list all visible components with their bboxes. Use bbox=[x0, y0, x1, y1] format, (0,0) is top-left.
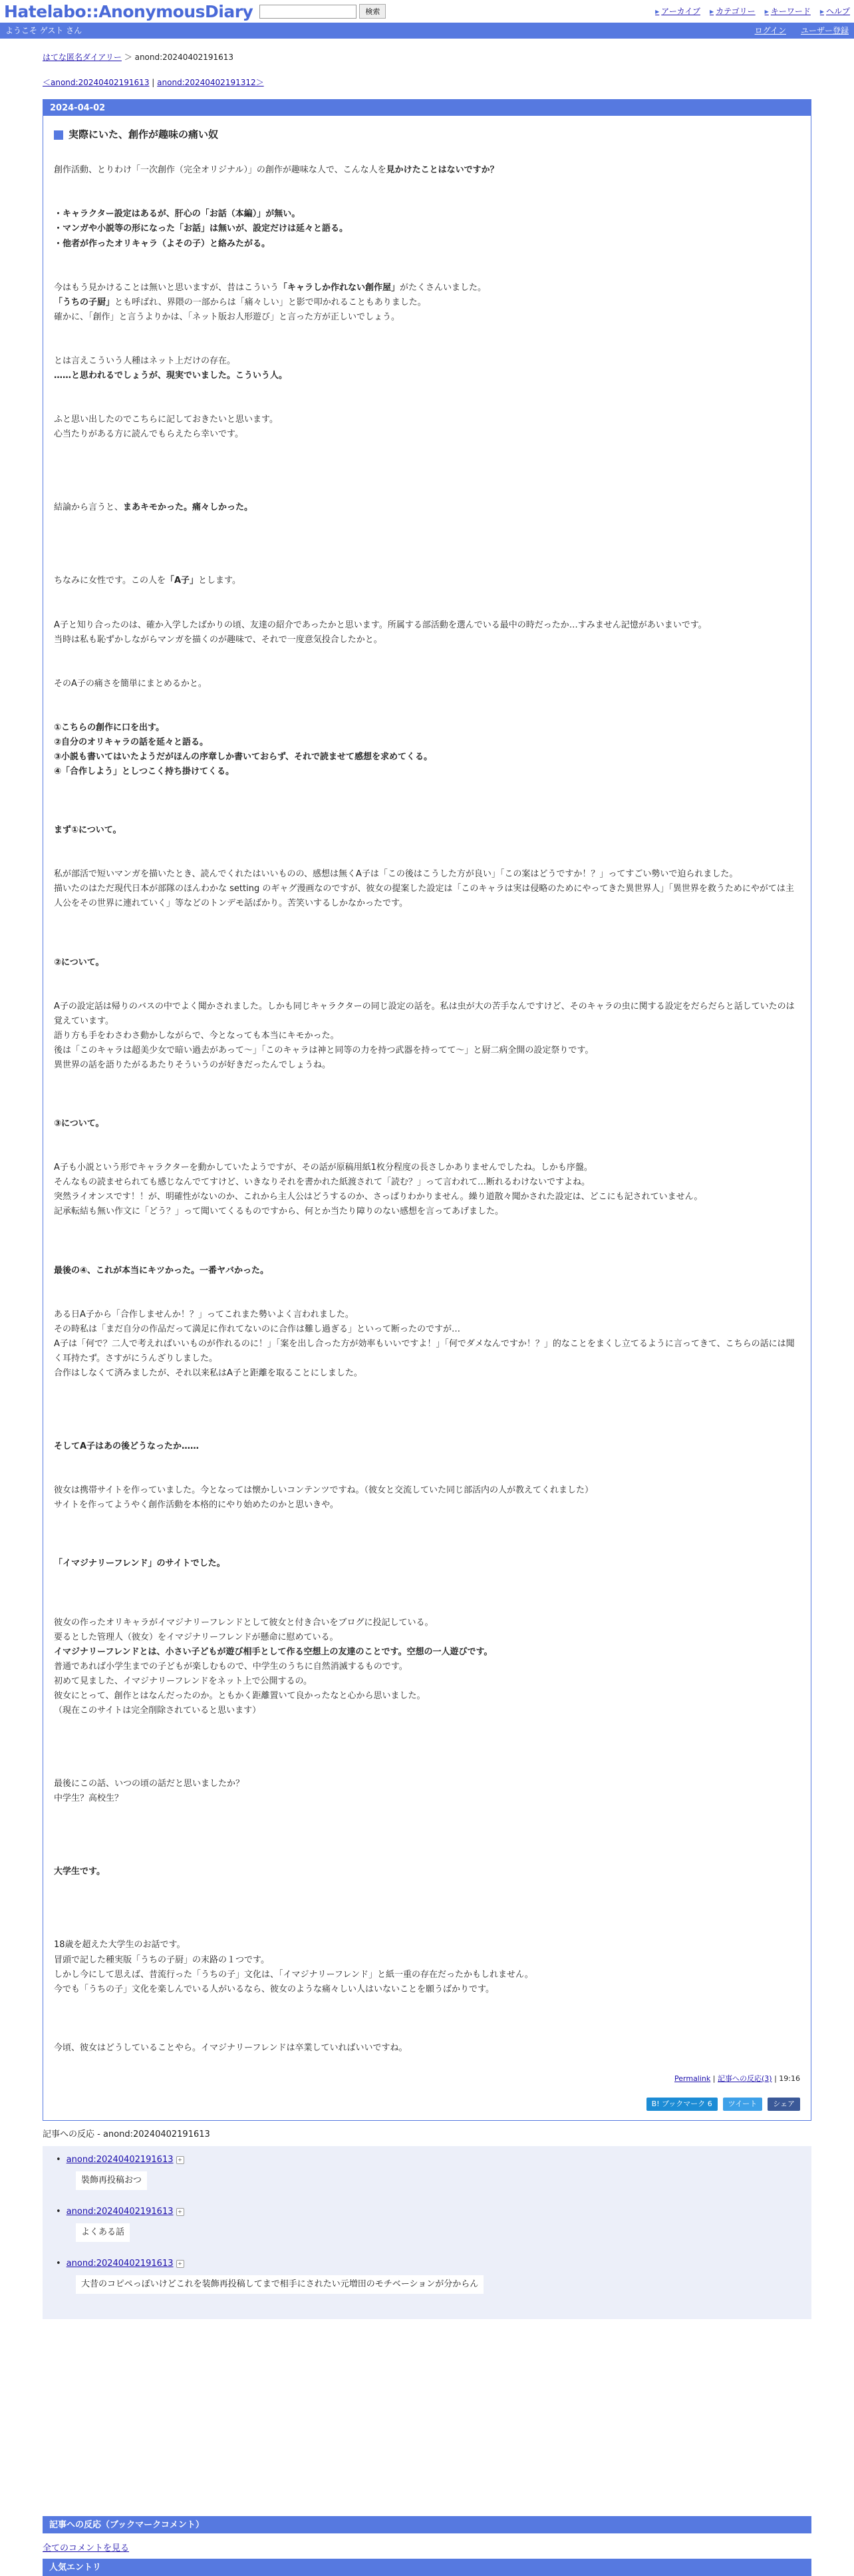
entry-paragraph: 彼女は携帯サイトを作っていました。今となっては懐かしいコンテンツですね。（彼女と交流していた同じ部活内の人が教えてくれました） サイトを作ってようやく創作活動を本格的にやり始めたのかと思いきや。 bbox=[54, 1485, 593, 1511]
reaction-text: 大昔のコピペっぽいけどこれを装飾再投稿してまで相手にされたい元増田のモチベーションが分からん bbox=[76, 2275, 484, 2294]
entry-paragraph: 18歳を超えた大学生のお話です。 冒頭で記した種実版「うちの子厨」の末路の１つです。 しかし今にして思えば、昔流行った「うちの子」文化は、「イマジナリーフレンド」と紙一重の存在だったかもしれません。 bbox=[54, 1940, 533, 1980]
entry-paragraph: A子も小説という形でキャラクターを動かしていたようですが、その話が原稿用紙1枚分程度の長さしかありませんでしたね。しかも序盤。 そんなもの読ませられても感じなんでてすけど、いきなりそれを書かれた紙渡されて「読む？」って言われて…断れるわけないですよね。 突然ライオンスです！！が、明確性がないのか、これから主人公はどうするのか、さっぱりわかりません。繰り道散々聞かされた設定は、どこにも記されていません。 記承転結も無い作文に「どう？」って聞いてくるものですから、何とか当たり障りのない感想を言ってあげました。 bbox=[54, 1163, 703, 1217]
entry-paragraph: 私が部活で短いマンガを描いたとき、読んでくれたはいいものの、感想は無くA子は「この後はこうした方が良い」「この案はどうですか！？」ってすごい勢いで迫られました。 描いたのはただ現代日本が部隊のほんわかな setting のギャグ漫画なのですが、彼女の提案した設定は「このキャラは実は侵略のためにやってきた異世界人」「異世界を救うためにやがては主人公をその世界に連れていく」等などのトンデモ話ばかり。苦笑いするしかなかったです。 bbox=[54, 869, 794, 909]
entry-box bbox=[43, 99, 811, 2121]
reaction-link[interactable]: • anond:20240402191613 bbox=[66, 2154, 174, 2165]
expand-icon[interactable]: + bbox=[176, 2208, 184, 2216]
entry-paragraph: ・キャラクター設定はあるが、肝心の「お話（本編）」が無い。 ・マンガや小説等の形になった「お話」は無いが、設定だけは延々と語る。 ・他者が作ったオリキャラ（よその子）と絡みたがる。 bbox=[54, 209, 349, 249]
facebook-share-button[interactable]: シェア bbox=[768, 2098, 800, 2111]
entry-paragraph: ③について。 bbox=[54, 1119, 104, 1129]
reactions-list bbox=[43, 2146, 811, 2320]
user-bar bbox=[0, 23, 854, 39]
entry-nav bbox=[43, 76, 811, 89]
title-square-icon bbox=[54, 130, 63, 140]
share-row bbox=[54, 2098, 800, 2111]
entry-time: 19:16 bbox=[779, 2074, 800, 2083]
expand-icon[interactable]: + bbox=[176, 2260, 184, 2268]
entry-paragraph: とは言えこういう人種はネット上だけの存在。 ……と思われるでしょうが、現実でいました。こういう人。 bbox=[54, 355, 287, 381]
popular-entries-header: 人気エントリ bbox=[43, 2559, 811, 2576]
breadcrumb-sep: ＞ bbox=[124, 53, 132, 62]
entry-paragraph: ②について。 bbox=[54, 957, 104, 968]
breadcrumb-home[interactable]: はてな匿名ダイアリー bbox=[43, 53, 122, 62]
entry-paragraph: ある日A子から「合作しませんか！？」ってこれまた勢いよく言われました。 その時私は「まだ自分の作品だって満足に作れてないのに合作は難し過ぎる」といって断ったのですが… A子は「何で？二人で考えればいいものが作れるのに！」「案を出し合った方が効率もいいですよ！」「何でダメなんですか！？」的なことをまくし立てるように言ってきて、こちらの話には聞く耳持たず。さすがにうんざりしました。 合作はしなくて済みましたが、それ以来私はA子と距離を取ることにしました。 bbox=[54, 1309, 795, 1379]
all-comments-link[interactable]: 全てのコメントを見る bbox=[43, 2543, 130, 2554]
reaction-text: よくある話 bbox=[76, 2223, 130, 2242]
welcome-text: ようこそ ゲスト さん bbox=[5, 25, 82, 35]
entry-paragraph: 最後にこの話、いつの頃の話だと思いましたか？ 中学生？高校生？ bbox=[54, 1779, 245, 1804]
entry-paragraph: A子の設定話は帰りのバスの中でよく聞かされました。しかも同じキャラクターの同じ設定の話を。私は虫が大の苦手なんですけど、そのキャラの虫に関する設定をだらだらと話していたのは覚えています。 語り方も手をわさわさ動かしながらで、今となっても本当にキモかった。 後は「このキャラは超美少女で暗い過去があって～」「このキャラは神と同等の力を持つ武器を持ってて～」と厨二病全開の設定祭りです。 異世界の話を語りたがるあたりそういうのが好きだったんでしょうね。 bbox=[54, 1001, 795, 1070]
permalink[interactable]: Permalink bbox=[674, 2074, 711, 2083]
entry-paragraph: 今頃、彼女はどうしていることやら。イマジナリーフレンドは卒業していればいいですね。 bbox=[54, 2042, 408, 2053]
reaction-link[interactable]: • anond:20240402191613 bbox=[66, 2206, 174, 2217]
breadcrumb bbox=[43, 51, 811, 64]
nav-sep: | bbox=[152, 78, 155, 88]
reaction-item bbox=[56, 2205, 798, 2242]
entry-paragraph: そのA子の痛さを簡単にまとめるかと。 bbox=[54, 678, 207, 689]
prev-entry-link[interactable]: ＜anond:20240402191613 bbox=[43, 78, 150, 88]
expand-icon[interactable]: + bbox=[176, 2156, 184, 2164]
entry-text bbox=[54, 163, 800, 2056]
entry-title-text: 実際にいた、創作が趣味の痛い奴 bbox=[69, 128, 219, 140]
entry-paragraph: まず①について。 bbox=[54, 825, 122, 836]
entry-paragraph: そしてA子はあの後どうなったか…… bbox=[54, 1441, 200, 1452]
reaction-text: 裝飾再投稿おつ bbox=[76, 2171, 147, 2190]
entry-paragraph: A子と知り合ったのは、確か入学したばかりの頃、友達の紹介であったかと思います。所属する部活動を選んでいる最中の時だったか…すみません記憶があいまいです。 当時は私も恥ずかしながらマンガを描くのが趣味で、それで一度意気投合したかと。 bbox=[54, 620, 707, 645]
entry-paragraph: 今はもう見かけることは無いと思いますが、昔はこういう「キャラしか作れない創作屋」がたくさんいました。 「うちの子厨」とも呼ばれ、界隈の一部からは「痛々しい」と影で叩かれることもありました。 確かに、「創作」と言うよりかは、「ネット版お人形遊び」と言った方が正しいでしょう。 bbox=[54, 282, 487, 322]
entry-paragraph: 今でも「うちの子」文化を楽しんでいる人がいるなら、彼女のような痛々しい人はいないことを願うばかりです。 bbox=[54, 1984, 494, 1994]
search-button[interactable]: 検索 bbox=[359, 4, 386, 19]
top-bar bbox=[0, 0, 854, 23]
footer-sep-2: | bbox=[774, 2074, 777, 2083]
breadcrumb-current: anond:20240402191613 bbox=[134, 53, 234, 62]
search-input[interactable] bbox=[259, 5, 356, 19]
bookmark-button[interactable]: B! ブックマーク 6 bbox=[646, 2098, 718, 2111]
archive-link[interactable]: ▶ アーカイブ bbox=[655, 5, 700, 18]
next-entry-link[interactable]: anond:20240402191312＞ bbox=[157, 78, 264, 88]
reactions-title: 記事への反応 - anond:20240402191613 bbox=[43, 2129, 210, 2139]
register-link[interactable]: ユーザー登録 bbox=[800, 25, 849, 35]
reactions-count-link[interactable]: 記事への反応(3) bbox=[717, 2074, 772, 2083]
entry-paragraph: ふと思い出したのでこちらに記しておきたいと思います。 心当たりがある方に読んでもらえたら幸いです。 bbox=[54, 415, 278, 440]
reaction-link[interactable]: • anond:20240402191613 bbox=[66, 2259, 174, 2269]
main-column bbox=[43, 39, 811, 2576]
entry-paragraph: 結論から言うと、まあキモかった。痛々しかった。 bbox=[54, 502, 253, 513]
entry-paragraph: 創作活動、とりわけ「一次創作（完全オリジナル）」の創作が趣味な人で、こんな人を見かけたことはないですか？ bbox=[54, 165, 499, 176]
entry-paragraph: 「イマジナリーフレンド」のサイトでした。 bbox=[54, 1559, 225, 1569]
reaction-item bbox=[56, 2153, 798, 2190]
entry-paragraph: 彼女の作ったオリキャラがイマジナリーフレンドとして彼女と付き合いをブログに投記している。 要るとした管理人（彼女）をイマジナリーフレンドが懸命に慰めている。 イマジナリーフレンドとは、小さい子どもが遊び相手として作る空想上の友達のことです。空想の一人遊びです。 普通であれば小学生までの子どもが楽しむもので、中学生のうちに自然消滅するものです。 初めて見ました、イマジナリーフレンドをネット上で公開するの。 彼女にとって、創作とはなんだったのか。ともかく距離置いて良かったなと心から思いました。 （現在このサイトは完全削除されていると思います） bbox=[54, 1617, 493, 1716]
entry-date: 2024-04-02 bbox=[43, 100, 811, 116]
entry-paragraph: 大学生です。 bbox=[54, 1867, 105, 1877]
footer-sep: | bbox=[712, 2074, 716, 2083]
entry-footer bbox=[54, 2073, 800, 2086]
entry-body bbox=[43, 116, 811, 2120]
entry-title bbox=[54, 126, 800, 144]
entry-paragraph: ちなみに女性です。この人を「A子」とします。 bbox=[54, 576, 241, 586]
login-link[interactable]: ログイン bbox=[754, 25, 786, 35]
bookmark-comments-header: 記事への反応（ブックマークコメント） bbox=[43, 2516, 811, 2533]
site-logo[interactable]: Hatelabo::AnonymousDiary bbox=[4, 1, 253, 21]
entry-paragraph: 最後の④、これが本当にキツかった。一番ヤバかった。 bbox=[54, 1265, 269, 1276]
reaction-item bbox=[56, 2257, 798, 2294]
entry-paragraph: ①こちらの創作に口を出す。 ②自分のオリキャラの話を延々と語る。 ③小説も書いてはいたようだがほんの序章しか書いておらず、それで読ませて感想を求めてくる。 ④「合作しよう」としつこく持ち掛けてくる。 bbox=[54, 722, 432, 777]
tweet-button[interactable]: ツイート bbox=[723, 2098, 762, 2111]
keyword-link[interactable]: ▶ キーワード bbox=[765, 5, 811, 18]
help-link[interactable]: ▶ ヘルプ bbox=[820, 5, 850, 18]
category-link[interactable]: ▶ カテゴリー bbox=[710, 5, 756, 18]
top-links bbox=[655, 5, 850, 18]
